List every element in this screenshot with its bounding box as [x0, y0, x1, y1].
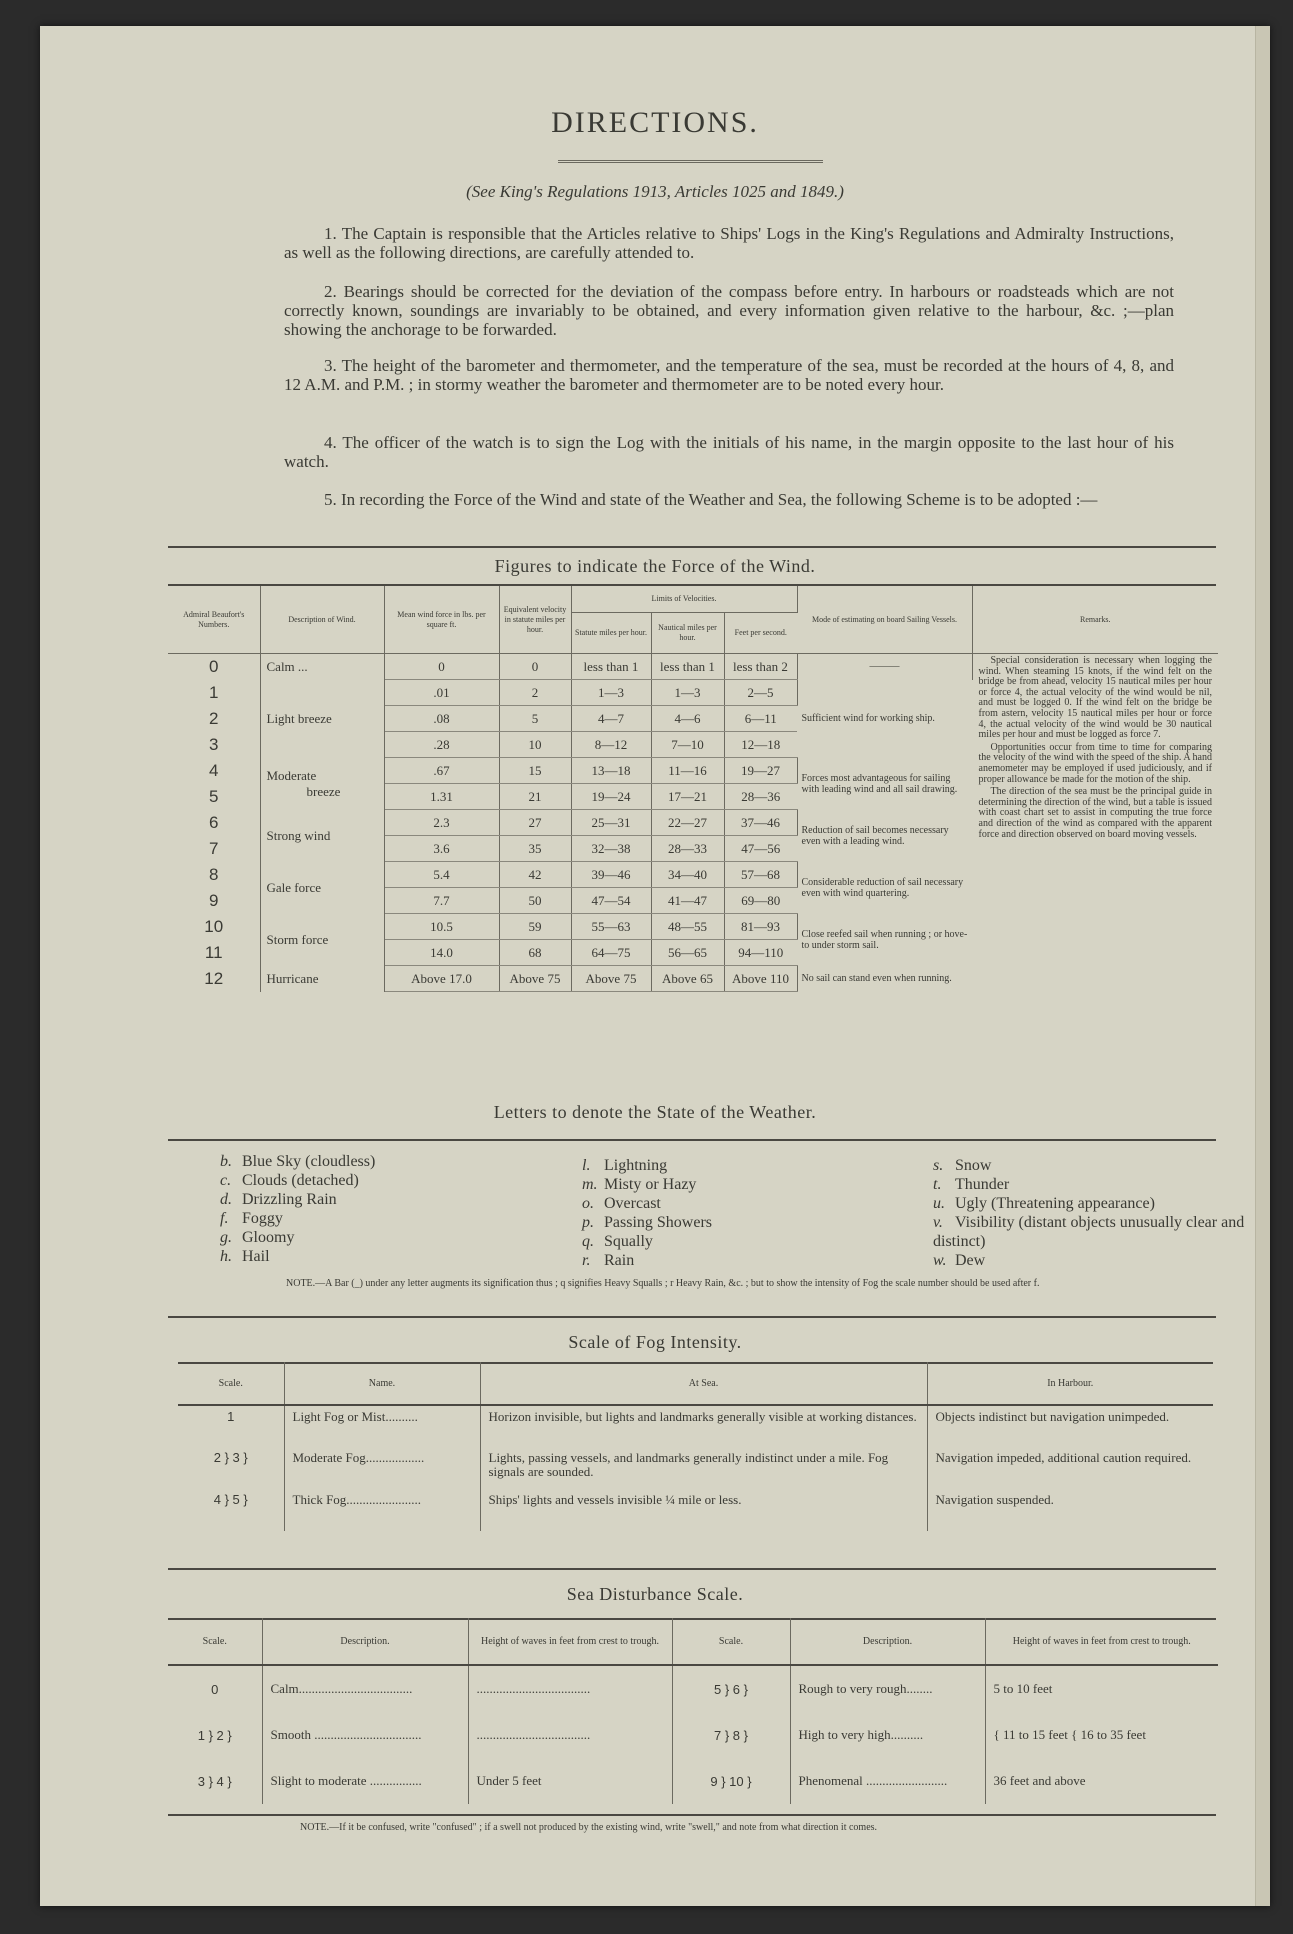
paragraph-2: 2. Bearings should be corrected for the deviation of the compass before entry. In harbours or roadsteads which are not correctly known, soundings are invariably to be obtained, and every information given relative to the harbour, &c. ;—plan showing the anchorage to be forwarded.	[284, 282, 1174, 339]
page-edge	[1255, 26, 1270, 1906]
weather-letter: q.	[582, 1233, 594, 1250]
weather-letter: r.	[582, 1252, 591, 1269]
fog-row	[178, 1447, 1213, 1489]
sea-table	[168, 1618, 1218, 1804]
sea-header-description: Description.	[262, 1618, 468, 1665]
wind-statute-cell: 55—63	[571, 914, 651, 940]
weather-meaning: Visibility (distant objects unusually clear and distinct)	[933, 1214, 1245, 1250]
sea-wave-height: ...................................	[468, 1712, 672, 1758]
wind-feet-cell: 37—46	[724, 810, 797, 836]
wind-feet-cell: 19—27	[724, 758, 797, 784]
sailing-mode: Sufficient wind for working ship.	[801, 713, 935, 724]
weather-meaning: Gloomy	[242, 1229, 295, 1246]
sea-scale-2: 5 } 6 }	[672, 1665, 790, 1712]
weather-letter: l.	[582, 1157, 591, 1174]
wind-nautical-cell: Above 65	[651, 966, 724, 992]
wind-nautical-cell: 56—65	[651, 940, 724, 966]
weather-letter: t.	[933, 1176, 942, 1193]
paragraph-3: 3. The height of the barometer and thermometer, and the temperature of the sea, must be recorded at the hours of 4, 8, and 12 A.M. and P.M. ; in stormy weather the barometer and thermometer are to be noted every hour.	[284, 356, 1174, 394]
sea-description-2: High to very high..........	[790, 1712, 985, 1758]
fog-in-harbour: Objects indistinct but navigation unimpeded.	[935, 1409, 1170, 1424]
wind-statute-cell: 25—31	[571, 810, 651, 836]
weather-letter: s.	[933, 1157, 944, 1174]
header-description: Description of Wind.	[260, 586, 384, 654]
wind-nautical-cell: 17—21	[651, 784, 724, 810]
weather-letter: w.	[933, 1252, 947, 1269]
fog-row	[178, 1405, 1213, 1447]
sea-wave-height: Under 5 feet	[468, 1758, 672, 1804]
wind-description: Light breeze	[260, 680, 384, 758]
weather-letter-item	[582, 1194, 712, 1213]
fog-name: Thick Fog.......................	[284, 1489, 480, 1531]
weather-letter-item	[582, 1175, 712, 1194]
wind-velocity-cell: 42	[499, 862, 571, 888]
wind-description-line: breeze	[306, 783, 341, 799]
weather-letter-item	[220, 1209, 375, 1228]
sea-header-scale-2: Scale.	[672, 1618, 790, 1665]
weather-letter-item	[220, 1190, 375, 1209]
wind-statute-cell: 8—12	[571, 732, 651, 758]
sea-wave-height-2: { 11 to 15 feet { 16 to 35 feet	[993, 1727, 1146, 1742]
wind-pressure-cell: 2.3	[384, 810, 499, 836]
wind-nautical-cell: 7—10	[651, 732, 724, 758]
wind-feet-cell: 6—11	[724, 706, 797, 732]
wind-table-body	[168, 654, 1218, 992]
header-velocity: Equivalent velocity in statute miles per hour.	[499, 586, 571, 654]
wind-pressure-cell: 5.4	[384, 862, 499, 888]
header-feet: Feet per second.	[734, 628, 787, 637]
weather-letter-item	[933, 1175, 1253, 1194]
wind-pressure-cell: 10.5	[384, 914, 499, 940]
sea-description: Slight to moderate ................	[262, 1758, 468, 1804]
weather-note: NOTE.—A Bar (_) under any letter augments its signification thus ; q signifies Heavy Squalls ; r Heavy Rain, &c. ; but to show the intensity of Fog the scale number should be used after f.	[286, 1278, 1040, 1289]
beaufort-number: 3	[168, 732, 260, 758]
wind-pressure-cell: 14.0	[384, 940, 499, 966]
wind-feet-cell: 28—36	[724, 784, 797, 810]
wind-description: Gale force	[260, 862, 384, 914]
wind-remarks	[972, 654, 1218, 992]
wind-statute-cell: 47—54	[571, 888, 651, 914]
weather-meaning: Rain	[604, 1252, 635, 1269]
sea-scale: 0	[168, 1665, 262, 1712]
weather-letter-item	[933, 1156, 1253, 1175]
divider	[168, 546, 1216, 548]
beaufort-number: 1	[168, 680, 260, 706]
wind-nautical-cell: 4—6	[651, 706, 724, 732]
weather-letter-item	[582, 1251, 712, 1270]
weather-meaning: Misty or Hazy	[604, 1176, 697, 1193]
paragraph-1: 1. The Captain is responsible that the Articles relative to Ships' Logs in the King's Regulations and Admiralty Instructions, as well as the following directions, are carefully attended to.	[284, 224, 1174, 262]
weather-letter: m.	[582, 1176, 598, 1193]
wind-velocity-cell: 27	[499, 810, 571, 836]
weather-letter-item	[220, 1228, 375, 1247]
weather-letter-item	[582, 1213, 712, 1232]
fog-table-body	[178, 1405, 1213, 1531]
weather-letter-item	[582, 1232, 712, 1251]
wind-velocity-cell: 21	[499, 784, 571, 810]
weather-meaning: Passing Showers	[604, 1214, 713, 1231]
weather-letter-item	[582, 1156, 712, 1175]
weather-letter-item	[220, 1152, 375, 1171]
wind-pressure-cell: 0	[384, 654, 499, 680]
wind-velocity-cell: 5	[499, 706, 571, 732]
weather-meaning: Snow	[955, 1157, 992, 1174]
wind-description: Hurricane	[260, 966, 384, 992]
weather-meaning: Drizzling Rain	[242, 1191, 337, 1208]
wind-statute-cell: 1—3	[571, 680, 651, 706]
wind-nautical-cell: less than 1	[651, 654, 724, 680]
fog-in-harbour: Navigation impeded, additional caution required.	[935, 1450, 1192, 1465]
wind-statute-cell: less than 1	[571, 654, 651, 680]
fog-row	[178, 1489, 1213, 1531]
wind-nautical-cell: 34—40	[651, 862, 724, 888]
weather-letter: b.	[220, 1153, 232, 1170]
beaufort-number: 11	[168, 940, 260, 966]
wind-pressure-cell: .67	[384, 758, 499, 784]
header-nautical: Nautical miles per hour.	[651, 613, 724, 654]
fog-in-harbour: Navigation suspended.	[935, 1492, 1054, 1507]
weather-letter: u.	[933, 1195, 945, 1212]
header-mode: Mode of estimating on board Sailing Vessels.	[797, 586, 972, 654]
title-rule	[558, 160, 823, 163]
wind-nautical-cell: 11—16	[651, 758, 724, 784]
weather-meaning: Thunder	[955, 1176, 1010, 1193]
beaufort-number: 9	[168, 888, 260, 914]
beaufort-number: 4	[168, 758, 260, 784]
sailing-mode: Close reefed sail when running ; or hove-to under storm sail.	[801, 928, 968, 951]
paragraph-4: 4. The officer of the watch is to sign the Log with the initials of his name, in the margin opposite to the last hour of his watch.	[284, 433, 1174, 471]
wind-description	[260, 758, 384, 810]
weather-letter-item	[220, 1171, 375, 1190]
wind-row	[168, 654, 1218, 680]
sea-row	[168, 1758, 1218, 1804]
fog-table	[178, 1362, 1213, 1531]
wind-statute-cell: 13—18	[571, 758, 651, 784]
wind-feet-cell: 47—56	[724, 836, 797, 862]
fog-scale: 1	[178, 1405, 284, 1447]
wind-statute-cell: 39—46	[571, 862, 651, 888]
weather-column-2	[582, 1156, 712, 1270]
beaufort-number: 7	[168, 836, 260, 862]
wind-statute-cell: Above 75	[571, 966, 651, 992]
wind-pressure-cell: Above 17.0	[384, 966, 499, 992]
wind-statute-cell: 4—7	[571, 706, 651, 732]
weather-meaning: Ugly (Threatening appearance)	[955, 1195, 1155, 1212]
weather-letter: v.	[933, 1214, 943, 1231]
sailing-mode: Forces most advantageous for sailing with leading wind and all sail drawing.	[801, 772, 958, 795]
wind-velocity-cell: 59	[499, 914, 571, 940]
sea-header-height: Height of waves in feet from crest to trough.	[468, 1618, 672, 1665]
divider	[168, 1316, 1216, 1318]
wind-velocity-cell: 68	[499, 940, 571, 966]
sea-note: NOTE.—If it be confused, write "confused" ; if a swell not produced by the existing wind, write "swell," and note from what direction it comes.	[300, 1822, 878, 1833]
sea-scale: 1 } 2 }	[168, 1712, 262, 1758]
fog-at-sea: Lights, passing vessels, and landmarks generally indistinct under a mile. Fog signals are sounded.	[480, 1447, 927, 1489]
weather-letter-item	[220, 1247, 375, 1266]
document-page	[40, 26, 1270, 1906]
divider	[168, 1568, 1216, 1570]
remark-paragraph: Opportunities occur from time to time for comparing the velocity of the wind with the speed of the ship. A hand anemometer may be employed if used judiciously, and if proper allowance be made for the motion of the ship.	[978, 741, 1212, 785]
weather-meaning: Blue Sky (cloudless)	[242, 1153, 376, 1170]
wind-description: Calm ...	[260, 654, 384, 680]
beaufort-number: 8	[168, 862, 260, 888]
wind-pressure-cell: 1.31	[384, 784, 499, 810]
fog-scale: 4 } 5 }	[178, 1489, 284, 1531]
weather-column-3	[933, 1156, 1253, 1270]
wind-velocity-cell: 50	[499, 888, 571, 914]
wind-statute-cell: 19—24	[571, 784, 651, 810]
wind-feet-cell: 2—5	[724, 680, 797, 706]
sea-wave-height-2: 36 feet and above	[993, 1773, 1086, 1788]
page-title: DIRECTIONS.	[551, 106, 759, 139]
fog-header-name: Name.	[284, 1362, 480, 1405]
wind-feet-cell: 57—68	[724, 862, 797, 888]
fog-header-harbour: In Harbour.	[1047, 1377, 1094, 1389]
beaufort-number: 10	[168, 914, 260, 940]
wind-pressure-cell: .01	[384, 680, 499, 706]
wind-velocity-cell: 15	[499, 758, 571, 784]
wind-description-line: Moderate	[266, 767, 317, 783]
wind-table-title: Figures to indicate the Force of the Wind.	[494, 556, 816, 576]
wind-velocity-cell: 10	[499, 732, 571, 758]
beaufort-number: 2	[168, 706, 260, 732]
weather-column-1	[220, 1152, 375, 1266]
weather-title: Letters to denote the State of the Weather.	[493, 1102, 817, 1122]
wind-pressure-cell: .28	[384, 732, 499, 758]
wind-feet-cell: 81—93	[724, 914, 797, 940]
weather-letter: o.	[582, 1195, 594, 1212]
weather-meaning: Dew	[955, 1252, 986, 1269]
wind-force-table	[168, 586, 1218, 992]
weather-letter: d.	[220, 1191, 232, 1208]
sea-header-height-2: Height of waves in feet from crest to trough.	[1012, 1635, 1191, 1647]
sea-header-description-2: Description.	[790, 1618, 985, 1665]
weather-letter-item	[933, 1194, 1253, 1213]
beaufort-number: 5	[168, 784, 260, 810]
remark-paragraph: The direction of the sea must be the principal guide in determining the direction of the wind, but a table is issued with coast chart set to assist in computing the true force and direction of the wind as compared with the apparent force and direction observed on board moving vessels.	[978, 786, 1212, 840]
sailing-mode: ———	[797, 654, 972, 680]
wind-statute-cell: 32—38	[571, 836, 651, 862]
sea-table-body	[168, 1665, 1218, 1804]
wind-feet-cell: 69—80	[724, 888, 797, 914]
wind-nautical-cell: 28—33	[651, 836, 724, 862]
sailing-mode: No sail can stand even when running.	[801, 973, 952, 984]
sea-row	[168, 1665, 1218, 1712]
sea-description-2: Phenomenal .........................	[790, 1758, 985, 1804]
weather-meaning: Foggy	[242, 1210, 283, 1227]
fog-title: Scale of Fog Intensity.	[568, 1332, 742, 1352]
sea-title: Sea Disturbance Scale.	[566, 1584, 744, 1604]
weather-letter: h.	[220, 1248, 232, 1265]
fog-header-scale: Scale.	[178, 1362, 284, 1405]
sea-description-2: Rough to very rough........	[790, 1665, 985, 1712]
weather-meaning: Clouds (detached)	[242, 1172, 359, 1189]
sea-header-scale: Scale.	[168, 1618, 262, 1665]
header-limits: Limits of Velocities.	[571, 586, 797, 613]
fog-at-sea: Ships' lights and vessels invisible ¼ mile or less.	[480, 1489, 927, 1531]
fog-header-sea: At Sea.	[480, 1362, 927, 1405]
wind-nautical-cell: 41—47	[651, 888, 724, 914]
wind-feet-cell: 12—18	[724, 732, 797, 758]
paragraph-5: 5. In recording the Force of the Wind and state of the Weather and Sea, the following Scheme is to be adopted :—	[324, 490, 1098, 509]
wind-pressure-cell: .08	[384, 706, 499, 732]
wind-pressure-cell: 7.7	[384, 888, 499, 914]
page-subtitle: (See King's Regulations 1913, Articles 1025 and 1849.)	[466, 182, 844, 201]
wind-pressure-cell: 3.6	[384, 836, 499, 862]
sea-scale-2: 9 } 10 }	[672, 1758, 790, 1804]
wind-velocity-cell: 0	[499, 654, 571, 680]
wind-feet-cell: less than 2	[724, 654, 797, 680]
weather-letter: g.	[220, 1229, 232, 1246]
weather-meaning: Overcast	[604, 1195, 661, 1212]
fog-name: Light Fog or Mist..........	[284, 1405, 480, 1447]
sea-row	[168, 1712, 1218, 1758]
wind-nautical-cell: 48—55	[651, 914, 724, 940]
fog-scale: 2 } 3 }	[178, 1447, 284, 1489]
sea-description: Calm...................................	[262, 1665, 468, 1712]
sailing-mode: Considerable reduction of sail necessary even with wind quartering.	[801, 876, 964, 899]
weather-letter-item	[933, 1213, 1253, 1251]
fog-at-sea: Horizon invisible, but lights and landmarks generally visible at working distances.	[480, 1405, 927, 1447]
header-pressure: Mean wind force in lbs. per square ft.	[384, 586, 499, 654]
wind-nautical-cell: 1—3	[651, 680, 724, 706]
header-remarks: Remarks.	[1080, 614, 1111, 624]
wind-feet-cell: 94—110	[724, 940, 797, 966]
weather-letter: p.	[582, 1214, 594, 1231]
weather-meaning: Lightning	[604, 1157, 668, 1174]
remark-paragraph: Special consideration is necessary when logging the wind. When steaming 15 knots, if the wind felt on the bridge be from ahead, velocity 15 nautical miles per hour or force 4, the actual velocity of the wind would be nil, and must be logged 0. If the wind felt on the bridge be from astern, velocity 15 nautical miles per hour or force 4, the actual velocity of the wind would be 30 nautical miles per hour and must be logged as force 7.	[978, 655, 1212, 741]
wind-velocity-cell: Above 75	[499, 966, 571, 992]
sea-wave-height: ...................................	[468, 1665, 672, 1712]
beaufort-number: 0	[168, 654, 260, 680]
sailing-mode: Reduction of sail becomes necessary even with a leading wind.	[801, 824, 949, 847]
wind-nautical-cell: 22—27	[651, 810, 724, 836]
header-statute: Statute miles per hour.	[571, 613, 651, 654]
wind-description: Storm force	[260, 914, 384, 966]
sea-scale: 3 } 4 }	[168, 1758, 262, 1804]
wind-description: Strong wind	[260, 810, 384, 862]
sea-wave-height-2: 5 to 10 feet	[993, 1681, 1053, 1696]
wind-feet-cell: Above 110	[724, 966, 797, 992]
wind-velocity-cell: 2	[499, 680, 571, 706]
weather-meaning: Squally	[604, 1233, 653, 1250]
wind-velocity-cell: 35	[499, 836, 571, 862]
divider	[168, 1139, 1216, 1141]
wind-statute-cell: 64—75	[571, 940, 651, 966]
header-beaufort: Admiral Beaufort's Numbers.	[168, 586, 260, 654]
beaufort-number: 12	[168, 966, 260, 992]
divider	[168, 1814, 1216, 1816]
weather-letter-item	[933, 1251, 1253, 1270]
sea-scale-2: 7 } 8 }	[672, 1712, 790, 1758]
sea-description: Smooth .................................	[262, 1712, 468, 1758]
weather-meaning: Hail	[242, 1248, 270, 1265]
beaufort-number: 6	[168, 810, 260, 836]
weather-letter: c.	[220, 1172, 232, 1189]
fog-name: Moderate Fog..................	[284, 1447, 480, 1489]
weather-letter: f.	[220, 1210, 229, 1227]
